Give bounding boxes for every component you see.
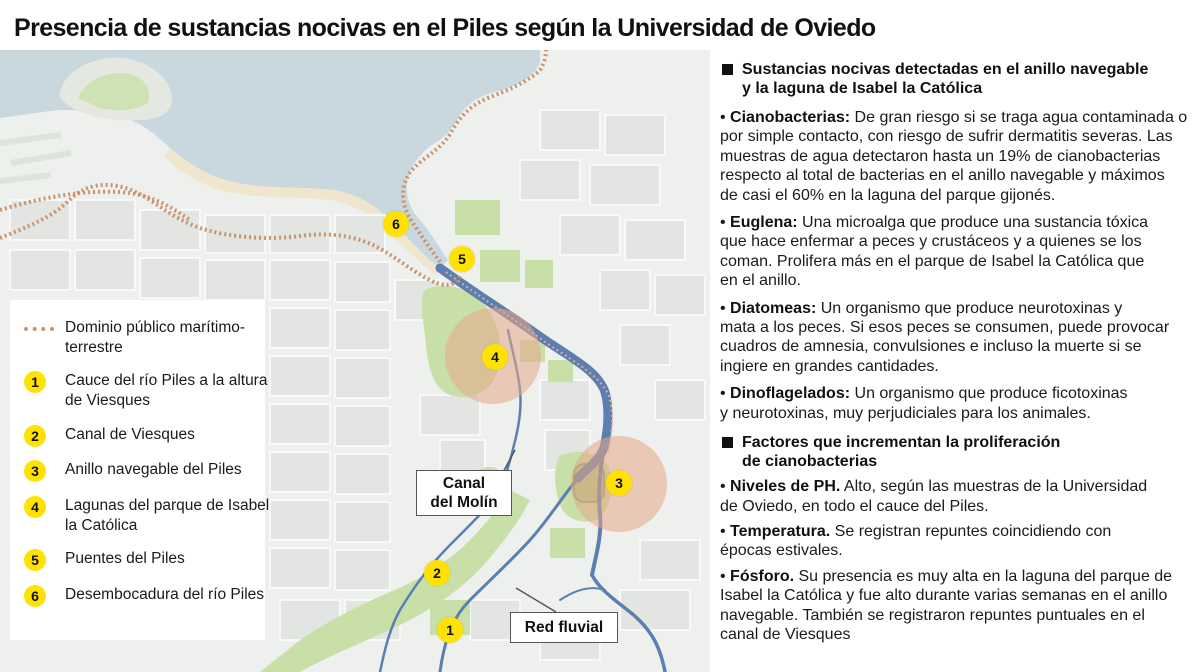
callout-red-fluvial: Red fluvial — [510, 612, 618, 643]
dotted-boundary-swatch — [24, 327, 54, 331]
section-heading-substances: Sustancias nocivas detectadas en el anillo navegable y la laguna de Isabel la Católica — [720, 60, 1190, 98]
map-marker-5: 5 — [449, 246, 475, 272]
square-bullet-icon — [722, 437, 733, 448]
item-dinoflagelados: • Dinoflagelados: Un organismo que produce ficotoxinas y neurotoxinas, muy perjudiciales para los animales. — [720, 385, 1128, 422]
square-bullet-icon — [722, 64, 733, 75]
map-marker-2: 2 — [424, 560, 450, 586]
callout-canal-molin-line1: Canal — [442, 475, 486, 492]
map-marker-1: 1 — [437, 617, 463, 643]
item-fosforo: • Fósforo. Su presencia es muy alta en la laguna del parque de Isabel la Católica y fue alto durante varias semanas en el anillo navegable. También se registraron repuntes puntuales en el canal de Viesques — [720, 567, 1173, 643]
map-marker-6: 6 — [383, 211, 409, 237]
section-heading-factors: Factores que incrementan la proliferación de cianobacterias — [720, 433, 1190, 471]
infographic-title: Presencia de sustancias nocivas en el Piles según la Universidad de Oviedo — [14, 14, 876, 42]
item-cianobacterias: • Cianobacterias: De gran riesgo si se traga agua contaminada o por simple contacto, con riesgo de sufrir dermatitis severas. Las muestras de agua detectaron hasta un 19% de cianobacterias respecto al total de bacterias en el anillo navegable y máximos de casi el 60% en la laguna del parque gijonés. — [720, 109, 1188, 204]
item-ph: • Niveles de PH. Alto, según las muestras de la Universidad de Oviedo, en todo el cauce del Piles. — [720, 478, 1148, 515]
callout-canal-molin — [416, 470, 512, 516]
text-panel — [720, 60, 1190, 644]
map-legend: Dominio público marítimo-terrestre 1 Cauce del río Piles a la altura de Viesques 2 Canal de Viesques 3 Anillo navegable del Piles 4 Lagunas del parque de Isabel la Católica 5 Puentes del Piles 6 Desembocadura del río Piles — [10, 300, 265, 640]
callout-canal-molin-line2: del Molín — [430, 494, 498, 511]
map-marker-3: 3 — [606, 470, 632, 496]
item-temperatura: • Temperatura. Se registran repuntes coincidiendo con épocas estivales. — [720, 522, 1112, 560]
item-euglena: • Euglena: Una microalga que produce una sustancia tóxica que hace enfermar a peces y crustáceos y a quienes se los coman. Prolifera más en el parque de Isabel la Católica que en el anillo. — [720, 214, 1149, 290]
item-diatomeas: • Diatomeas: Un organismo que produce neurotoxinas y mata a los peces. Si esos peces se consumen, puede provocar cuadros de amnesia, convulsiones e incluso la muerte si se ingiere en grandes cantidades. — [720, 299, 1170, 375]
map-marker-4: 4 — [482, 344, 508, 370]
